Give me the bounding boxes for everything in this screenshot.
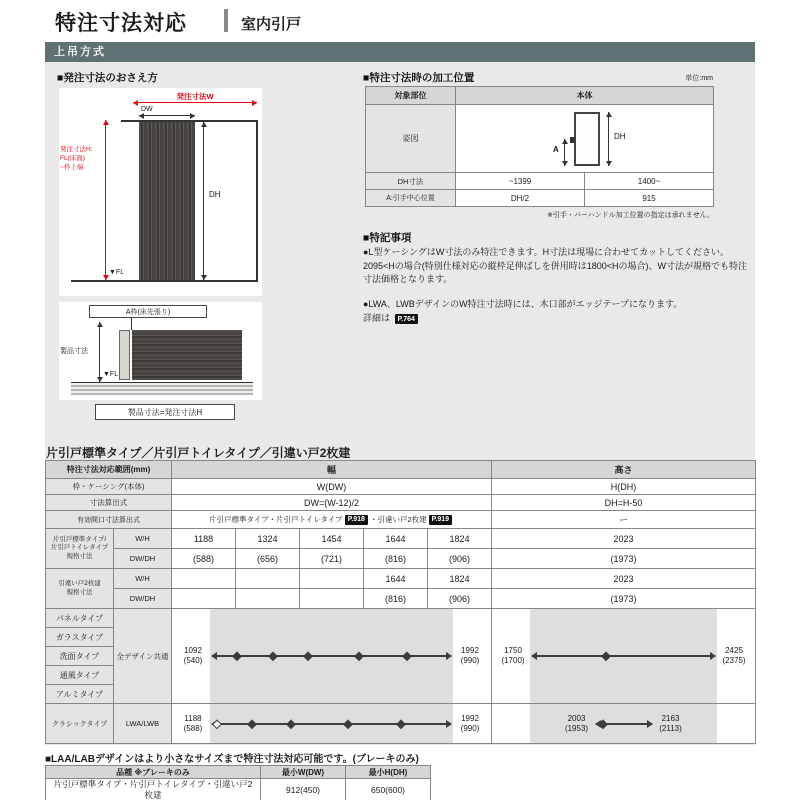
std2-dw-4: (816)	[364, 589, 428, 609]
classic-height-min-value: 2003	[567, 713, 586, 723]
design-type-classic: クラシックタイプ	[46, 704, 114, 744]
std2-w-4: 1644	[364, 569, 428, 589]
order-dim-heading: ■発注寸法のおさえ方	[57, 72, 158, 84]
classic-width-max-value: 1992	[461, 713, 479, 723]
design-type-senmen: 洗面タイプ	[46, 647, 114, 666]
std1-dw-4: (816)	[364, 549, 428, 569]
std2-dw-1	[172, 589, 236, 609]
figure-a-label: A	[553, 145, 559, 154]
width-range-bar	[211, 609, 452, 703]
design-common-label: 全デザイン共通	[114, 609, 172, 704]
width-marker-1188	[232, 651, 241, 660]
door-panel	[139, 122, 195, 280]
row-label-standard2	[46, 569, 114, 609]
width-range-cell	[172, 609, 492, 704]
remark-2	[363, 298, 755, 325]
min-table-w-header: 最小W(DW)	[261, 766, 346, 779]
std2-w-2	[236, 569, 300, 589]
order-w-label: 発注寸法W	[176, 92, 214, 101]
height-range-min-value: 1750	[504, 646, 522, 656]
width-marker-1824	[402, 651, 411, 660]
classic-width-min	[175, 714, 211, 733]
classic-height-max-sub: (2113)	[659, 723, 682, 733]
row-label-formula: 寸法算出式	[46, 495, 172, 511]
min-table-h-value: 650(600)	[346, 779, 431, 800]
page-ref-919-badge: P.919	[429, 515, 452, 525]
classic-height-max	[653, 714, 689, 733]
classic-width-bar	[211, 704, 452, 743]
std2-dw-5: (906)	[428, 589, 492, 609]
classic-sub-label: LWA/LWB	[114, 704, 172, 744]
product-dimension-diagram	[59, 302, 262, 400]
product-dim-label: 製品寸法	[60, 348, 88, 355]
page-title: 特注寸法対応	[55, 12, 187, 35]
frame-h-value: H(DH)	[492, 479, 756, 495]
std2-label-line1: 引違い戸2枚建	[58, 580, 101, 588]
min-size-table	[45, 765, 431, 800]
width-marker-1454	[303, 651, 312, 660]
classic-width-marker-1644	[344, 719, 353, 728]
opening-text-1: 片引戸標準タイプ・片引戸トイレタイプ	[208, 515, 343, 524]
processing-table	[365, 86, 714, 207]
col-header-height: 高さ	[492, 461, 756, 479]
page-ref-918-badge: P.918	[345, 515, 368, 525]
proc-col-part: 対象部位	[366, 87, 456, 105]
std1-h: 2023	[492, 529, 756, 549]
order-h-arrow	[105, 120, 106, 280]
std1-w-3: 1454	[300, 529, 364, 549]
std1-label-line1: 片引戸標準タイプ/	[52, 535, 107, 543]
order-h-line2: FL(床面)	[60, 154, 85, 162]
order-h-line1: 発注寸法H:	[60, 146, 93, 153]
proc-col-body: 本体	[456, 87, 714, 105]
classic-width-max-sub: (990)	[460, 723, 480, 733]
std1-wh-label: W/H	[114, 529, 172, 549]
floor-line	[71, 280, 258, 282]
height-range-bar	[531, 609, 716, 703]
height-range-max-value: 2425	[725, 646, 743, 656]
std1-w-2: 1324	[236, 529, 300, 549]
classic-width-min-sub: (588)	[183, 723, 203, 733]
height-range-line	[532, 655, 715, 657]
remark-2-detail: 詳細は	[363, 312, 391, 323]
figure-a-arrow	[564, 139, 565, 166]
height-range-max-sub: (2375)	[722, 656, 746, 665]
figure-dh-arrow	[608, 112, 609, 166]
std1-w-1: 1188	[172, 529, 236, 549]
classic-width-min-value: 1188	[184, 713, 202, 723]
proc-row-a-label: A:引手中心位置	[366, 190, 456, 207]
std2-w-1	[172, 569, 236, 589]
unit-label: 単位:mm	[685, 75, 713, 82]
opening-w-value	[172, 511, 492, 529]
std1-label-line2: 片引戸トイレタイプ	[50, 544, 109, 552]
classic-width-range-cell	[172, 704, 492, 744]
classic-height-range-cell	[492, 704, 756, 744]
fl-marker-2: ▼FL	[103, 371, 119, 378]
height-marker-2023	[601, 651, 610, 660]
title-divider	[224, 9, 228, 32]
width-range-line	[212, 655, 451, 657]
std2-w-5: 1824	[428, 569, 492, 589]
min-table-kind-header: 品種 ※ブレーキのみ	[46, 766, 261, 779]
std1-dwdh-label: DW/DH	[114, 549, 172, 569]
std2-w-3	[300, 569, 364, 589]
fl-marker: ▼FL	[109, 269, 125, 276]
formula-w-value: DW=(W-12)/2	[172, 495, 492, 511]
col-header-range: 特注寸法対応範囲(mm)	[46, 461, 172, 479]
min-table-row-label: 片引戸標準タイプ・片引戸トイレタイプ・引違い戸2枚建	[46, 779, 261, 800]
dh-label: DH	[209, 190, 221, 199]
processing-note: ※引手・バーハンドル加工位置の指定は承れません。	[547, 212, 714, 219]
opening-text-2: ・引違い戸2枚建	[369, 515, 427, 524]
dw-arrow	[139, 115, 195, 116]
std2-label-line2: 規格寸法	[66, 588, 93, 596]
design-type-alumi: アルミタイプ	[46, 685, 114, 704]
width-range-max	[452, 646, 488, 665]
door-panel-bottom	[132, 330, 242, 380]
proc-row-figure: 姿図	[366, 105, 456, 173]
std2-h: 2023	[492, 569, 756, 589]
std1-dw-5: (906)	[428, 549, 492, 569]
classic-width-marker-1824	[397, 719, 406, 728]
std1-w-4: 1644	[364, 529, 428, 549]
a-frame-leader	[131, 318, 132, 330]
dw-label: DW	[141, 106, 153, 113]
classic-width-marker-1324	[247, 719, 256, 728]
order-dimension-diagram	[59, 88, 262, 296]
proc-row-dh-label: DH寸法	[366, 173, 456, 190]
order-h-label	[60, 146, 103, 172]
height-range-min	[495, 646, 531, 665]
page-subtitle: 室内引戸	[241, 16, 302, 33]
figure-cell	[456, 105, 714, 173]
figure-door	[574, 112, 600, 166]
width-range-max-sub: (990)	[460, 656, 480, 665]
width-range-max-value: 1992	[461, 646, 479, 656]
height-range-max	[716, 646, 752, 665]
width-marker-1324	[269, 651, 278, 660]
std2-dw-3	[300, 589, 364, 609]
classic-height-min	[559, 714, 595, 733]
order-h-line3: ~枠上端	[60, 163, 84, 171]
width-range-min-value: 1092	[184, 646, 202, 656]
std1-w-5: 1824	[428, 529, 492, 549]
product-dim-arrow	[99, 322, 100, 382]
figure-handle	[570, 137, 575, 143]
opening-h-value: ー	[492, 511, 756, 529]
col-header-width: 幅	[172, 461, 492, 479]
classic-height-bar	[595, 704, 653, 743]
std1-dw-2: (656)	[236, 549, 300, 569]
remark-1: ●L型ケーシングはW寸法のみ特注できます。H寸法は現場に合わせてカットしてください。2095<Hの場合(特別仕様対応の縦枠足伸ばしを併用時は1800<Hの場合)、W寸法が規格でも特注寸法価格となります。	[363, 247, 748, 284]
proc-dh-v2: 1400~	[585, 173, 714, 190]
std1-label-line3: 規格寸法	[66, 552, 93, 560]
height-range-cell	[492, 609, 756, 704]
classic-height-min-sub: (1953)	[564, 723, 589, 733]
height-range-min-sub: (1700)	[501, 656, 525, 665]
figure-dh-label: DH	[614, 132, 626, 141]
std2-dh: (1973)	[492, 589, 756, 609]
frame-w-value: W(DW)	[172, 479, 492, 495]
width-marker-1644	[354, 651, 363, 660]
product-dim-caption: 製品寸法=発注寸法H	[95, 404, 235, 420]
a-frame-strip	[119, 330, 130, 380]
remarks-heading: ■特記事項	[363, 232, 412, 244]
design-type-tsufu: 通風タイプ	[46, 666, 114, 685]
design-type-glass: ガラスタイプ	[46, 628, 114, 647]
spec-section-title: 片引戸標準タイプ／片引戸トイレタイプ／引違い戸2枚建	[46, 446, 351, 460]
proc-a-v1: DH/2	[456, 190, 585, 207]
page-header	[0, 0, 800, 42]
std1-dw-1: (588)	[172, 549, 236, 569]
laa-lab-note: ■LAA/LABデザインはより小さなサイズまで特注寸法対応可能です。(ブレーキのみ)	[45, 754, 419, 765]
formula-h-value: DH=H-50	[492, 495, 756, 511]
row-label-frame: 枠・ケーシング(本体)	[46, 479, 172, 495]
width-range-min	[175, 646, 211, 665]
width-range-min-sub: (540)	[183, 656, 203, 665]
proc-dh-v1: ~1399	[456, 173, 585, 190]
std2-wh-label: W/H	[114, 569, 172, 589]
classic-width-marker-1454	[286, 719, 295, 728]
row-label-standard1	[46, 529, 114, 569]
min-table-w-value: 912(450)	[261, 779, 346, 800]
design-type-panel: パネルタイプ	[46, 609, 114, 628]
proc-a-v2: 915	[585, 190, 714, 207]
spec-table	[45, 460, 756, 744]
std1-dh: (1973)	[492, 549, 756, 569]
page-ref-764-badge: P.764	[395, 314, 418, 324]
dh-arrow	[203, 122, 204, 280]
floor-layers	[71, 382, 253, 395]
min-table-h-header: 最小H(DH)	[346, 766, 431, 779]
std2-dwdh-label: DW/DH	[114, 589, 172, 609]
content-area	[45, 42, 755, 745]
a-frame-label: A枠(床先張り)	[89, 305, 207, 318]
section-bar: 上吊方式	[45, 42, 755, 62]
remark-2-text: ●LWA、LWBデザインのW特注寸法時には、木口部がエッジテープになります。	[363, 299, 683, 309]
classic-height-max-value: 2163	[661, 713, 680, 723]
processing-heading: ■特注寸法時の加工位置	[363, 72, 475, 84]
order-w-arrow	[133, 102, 257, 103]
std1-dw-3: (721)	[300, 549, 364, 569]
classic-width-max	[452, 714, 488, 733]
wall-line	[256, 120, 258, 280]
std2-dw-2	[236, 589, 300, 609]
row-label-opening: 有効開口寸法算出式	[46, 511, 172, 529]
